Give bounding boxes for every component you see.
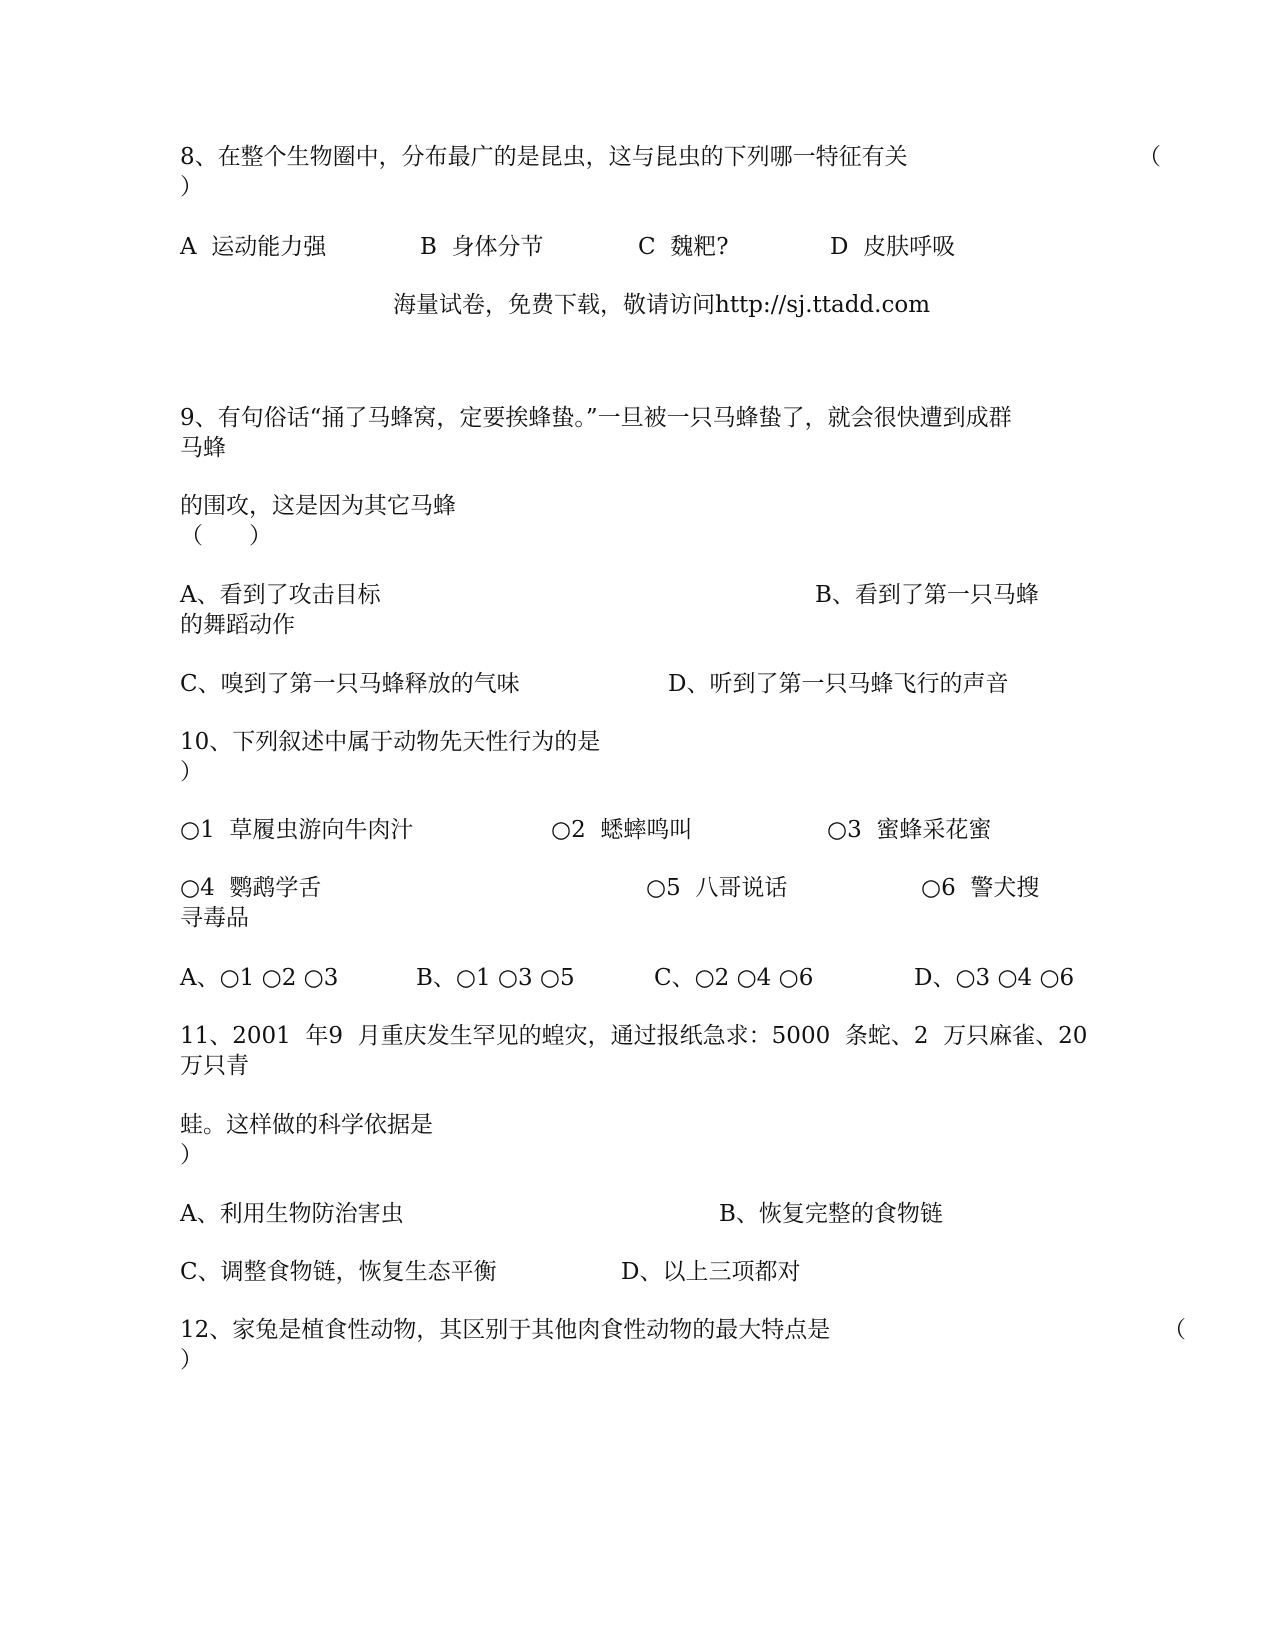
q11-option-a: A、利用生物防治害虫 (180, 1201, 404, 1227)
q10-item3: ○3 蜜蜂采花蜜 (827, 817, 992, 843)
q8-option-d: D 皮肤呼吸 (830, 234, 956, 260)
q12-open-paren: （ (1163, 1317, 1186, 1343)
q10-item6-line2: 寻毒品 (180, 905, 249, 931)
q10-item4: ○4 鹦鹉学舌 (180, 875, 322, 901)
q8-option-a: A 运动能力强 (180, 234, 327, 260)
q10-item2: ○2 蟋蟀鸣叫 (551, 817, 693, 843)
q12-close-paren: ） (180, 1347, 203, 1373)
q10-option-d: D、○3 ○4 ○6 (914, 965, 1075, 991)
q9-paren: （ ） (180, 523, 272, 549)
q11-close-paren: ） (180, 1142, 203, 1168)
q10-option-a: A、○1 ○2 ○3 (180, 965, 339, 991)
q8-stem: 8、在整个生物圈中，分布最广的是昆虫，这与昆虫的下列哪一特征有关 (180, 144, 908, 170)
q12-stem: 12、家兔是植食性动物，其区别于其他肉食性动物的最大特点是 (180, 1317, 831, 1343)
q8-option-c: C 魏粑? (638, 234, 729, 260)
q8-open-paren: （ (1138, 144, 1161, 170)
q9-option-d: D、听到了第一只马蜂飞行的声音 (668, 671, 1009, 697)
q9-option-b-line2: 的舞蹈动作 (180, 612, 295, 638)
watermark-text: 海量试卷，免费下载，敬请访问http://sj.ttadd.com (393, 292, 931, 318)
q11-option-b: B、恢复完整的食物链 (719, 1201, 943, 1227)
q9-option-c: C、嗅到了第一只马蜂释放的气味 (180, 671, 520, 697)
q9-stem-line3: 的围攻，这是因为其它马蜂 (180, 493, 456, 519)
q10-close-paren: ） (180, 759, 203, 785)
q10-option-c: C、○2 ○4 ○6 (654, 965, 814, 991)
q8-option-b: B 身体分节 (420, 234, 544, 260)
q11-option-d: D、以上三项都对 (621, 1259, 801, 1285)
q9-option-b-line1: B、看到了第一只马蜂 (815, 582, 1039, 608)
q11-option-c: C、调整食物链，恢复生态平衡 (180, 1259, 497, 1285)
q8-close-paren: ） (180, 174, 203, 200)
q11-stem-line1: 11、2001 年9 月重庆发生罕见的蝗灾，通过报纸急求：5000 条蛇、2 万只麻雀、20 (180, 1023, 1088, 1049)
q10-option-b: B、○1 ○3 ○5 (416, 965, 575, 991)
q9-stem-line2: 马蜂 (180, 435, 226, 461)
q9-option-a: A、看到了攻击目标 (180, 582, 381, 608)
q9-stem-line1: 9、有句俗话“捅了马蜂窝，定要挨蜂蛰。”一旦被一只马蜂蛰了，就会很快遭到成群 (180, 405, 1012, 431)
q10-item1: ○1 草履虫游向牛肉汁 (180, 817, 414, 843)
q10-item6-line1: ○6 警犬搜 (921, 875, 1040, 901)
q11-stem-line2: 万只青 (180, 1053, 249, 1079)
q10-stem: 10、下列叙述中属于动物先天性行为的是 (180, 729, 601, 755)
q10-item5: ○5 八哥说话 (646, 875, 788, 901)
q11-stem-line3: 蛙。这样做的科学依据是 (180, 1112, 433, 1138)
